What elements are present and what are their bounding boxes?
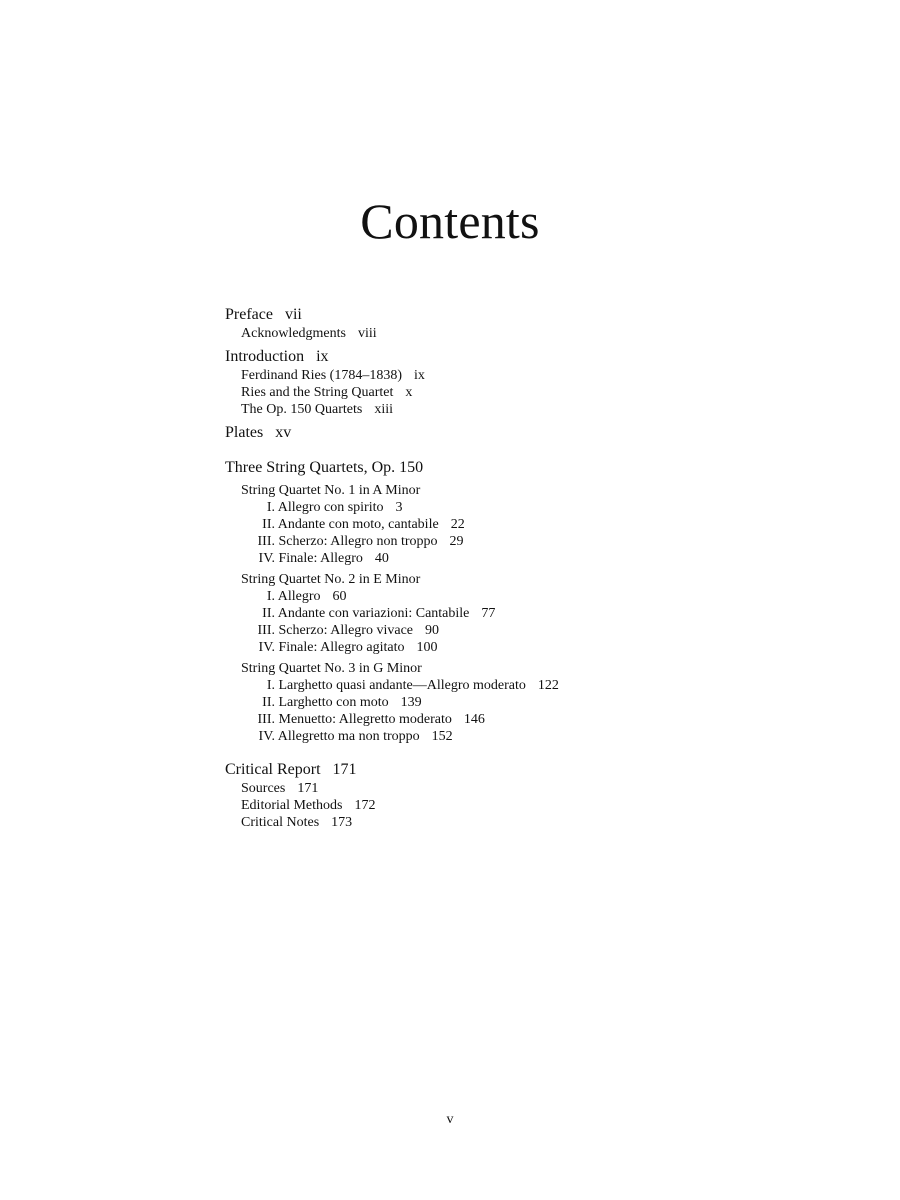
toc-page-number: xiii	[374, 402, 393, 417]
toc-page-number: 22	[450, 517, 465, 532]
toc-movement	[225, 499, 825, 516]
movement-number: I.	[266, 500, 275, 515]
toc-entry-op150-quartets	[225, 401, 825, 418]
toc-movement	[225, 516, 825, 533]
toc-entry-ferdinand-ries	[225, 367, 825, 384]
toc-entry-three-string-quartets	[225, 457, 825, 478]
movement-number: I.	[266, 678, 275, 693]
toc-page-number: 77	[481, 606, 496, 621]
toc-entry-label: Acknowledgments	[241, 326, 346, 341]
toc-entry-label: Plates	[225, 424, 264, 441]
toc-entry-quartet-3	[225, 660, 825, 677]
toc-page-number: vii	[284, 306, 302, 323]
movement-label: Allegro con spirito	[277, 500, 384, 515]
toc-page-number: 60	[332, 589, 347, 604]
toc-page-number: x	[405, 385, 413, 400]
movement-number: III.	[257, 623, 275, 638]
toc-page-number: 146	[463, 712, 485, 727]
toc-page-number: 171	[297, 781, 319, 796]
movement-label: Finale: Allegro agitato	[278, 640, 405, 655]
toc-entry-label: The Op. 150 Quartets	[241, 402, 363, 417]
toc-entry-label: Ries and the String Quartet	[241, 385, 394, 400]
toc-page-number: viii	[357, 326, 377, 341]
toc-movement	[225, 533, 825, 550]
toc-page-number: 139	[400, 695, 422, 710]
movement-label: Larghetto quasi andante—Allegro moderato	[278, 678, 526, 693]
toc-page-number: 171	[332, 761, 357, 778]
page-number: v	[446, 1112, 454, 1127]
toc-movement	[225, 550, 825, 567]
toc-entry-label: Introduction	[225, 348, 305, 365]
toc-entry-quartet-1	[225, 482, 825, 499]
toc-entry-editorial-methods	[225, 797, 825, 814]
movement-label: Scherzo: Allegro non troppo	[278, 534, 438, 549]
movement-label: Andante con variazioni: Cantabile	[277, 606, 470, 621]
toc-entry-critical-notes	[225, 814, 825, 831]
toc-entry-label: Editorial Methods	[241, 798, 343, 813]
toc-page-number: 100	[416, 640, 438, 655]
movement-label: Scherzo: Allegro vivace	[278, 623, 414, 638]
toc-movement	[225, 622, 825, 639]
toc-entry-label: String Quartet No. 1 in A Minor	[241, 483, 421, 498]
toc-page-number: ix	[316, 348, 329, 365]
toc-page-number: ix	[413, 368, 425, 383]
toc-entry-label: Three String Quartets, Op. 150	[225, 459, 424, 476]
toc-entry-preface	[225, 304, 825, 325]
movement-label: Allegretto ma non troppo	[277, 729, 420, 744]
movement-number: IV.	[258, 640, 275, 655]
toc-page-number: 152	[431, 729, 453, 744]
toc-page-number: 122	[537, 678, 559, 693]
toc-entry-sources	[225, 780, 825, 797]
movement-label: Larghetto con moto	[278, 695, 389, 710]
toc-entry-ries-string-quartet	[225, 384, 825, 401]
movement-number: III.	[257, 534, 275, 549]
toc-entry-acknowledgments	[225, 325, 825, 342]
toc-page-number: 40	[374, 551, 389, 566]
movement-label: Allegro	[277, 589, 321, 604]
toc-entry-label: Preface	[225, 306, 273, 323]
movement-number: II.	[262, 695, 275, 710]
toc-entry-plates	[225, 422, 825, 443]
toc-movement	[225, 694, 825, 711]
movement-number: IV.	[258, 729, 275, 744]
toc-entry-label: String Quartet No. 3 in G Minor	[241, 661, 422, 676]
movement-label: Menuetto: Allegretto moderato	[278, 712, 452, 727]
movement-label: Finale: Allegro	[278, 551, 363, 566]
toc-page-number: 90	[425, 623, 440, 638]
toc-movement	[225, 605, 825, 622]
toc-entry-quartet-2	[225, 571, 825, 588]
page-title: Contents	[360, 193, 540, 249]
toc-movement	[225, 677, 825, 694]
toc-entry-label: Sources	[241, 781, 286, 796]
toc-entry-label: String Quartet No. 2 in E Minor	[241, 572, 421, 587]
movement-number: IV.	[258, 551, 275, 566]
toc-entry-label: Critical Report	[225, 761, 321, 778]
movement-label: Andante con moto, cantabile	[277, 517, 439, 532]
toc-movement	[225, 639, 825, 656]
movement-number: II.	[262, 517, 275, 532]
toc-page-number: 29	[449, 534, 464, 549]
table-of-contents	[225, 304, 825, 831]
toc-page-number: 3	[395, 500, 403, 515]
toc-page-number: 173	[331, 815, 353, 830]
toc-page-number: 172	[354, 798, 376, 813]
toc-entry-label: Critical Notes	[241, 815, 320, 830]
toc-movement	[225, 588, 825, 605]
toc-entry-label: Ferdinand Ries (1784–1838)	[241, 368, 402, 383]
toc-movement	[225, 711, 825, 728]
movement-number: II.	[262, 606, 275, 621]
movement-number: I.	[266, 589, 275, 604]
toc-page-number: xv	[275, 424, 292, 441]
toc-entry-introduction	[225, 346, 825, 367]
movement-number: III.	[257, 712, 275, 727]
toc-entry-critical-report	[225, 759, 825, 780]
toc-movement	[225, 728, 825, 745]
